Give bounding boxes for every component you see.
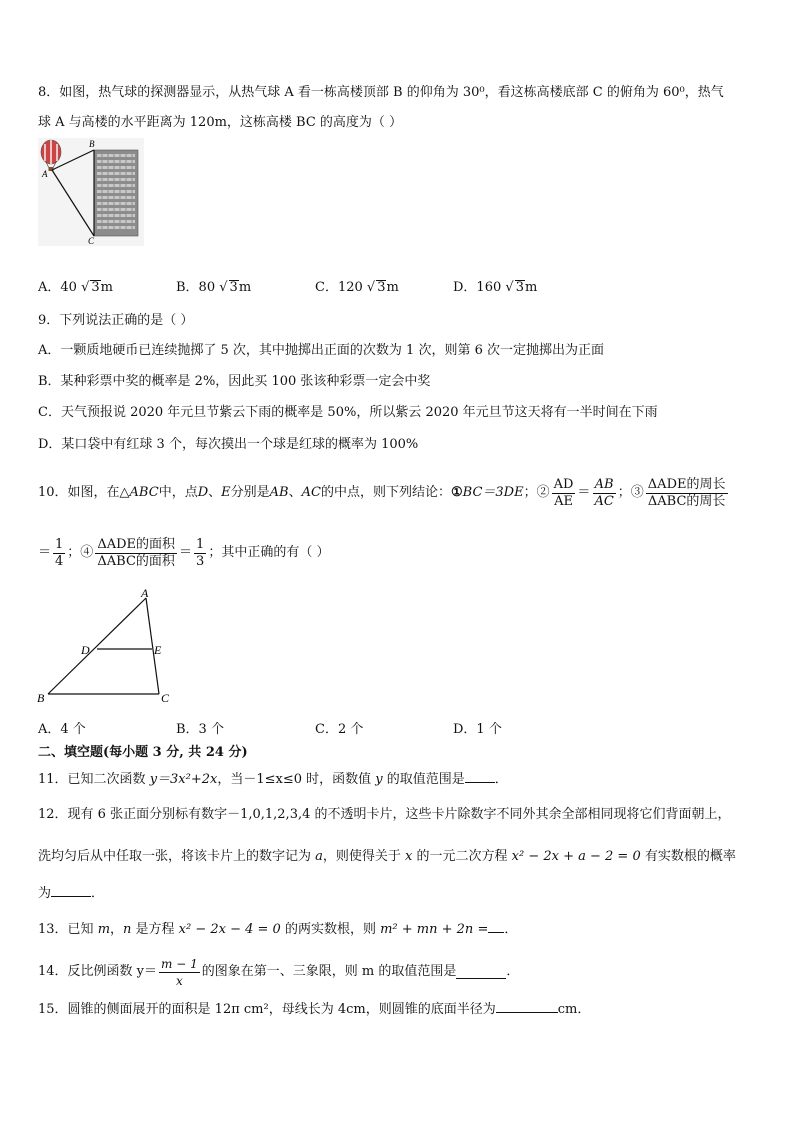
text: 的一元二次方程	[412, 849, 512, 864]
q12-stem-line2	[38, 848, 736, 866]
q8-option-c[interactable]	[315, 276, 399, 295]
text: 、	[208, 485, 222, 500]
q8-stem-line2: 球 A 与高楼的水平距离为 120m，这栋高楼 BC 的高度为（ ）	[38, 115, 403, 130]
denominator: x	[175, 973, 183, 988]
option-text: C．120	[315, 280, 363, 295]
denominator: ΔABC的面积	[97, 553, 175, 569]
numerator: m − 1	[161, 956, 198, 971]
text: 、	[288, 485, 302, 500]
answer-blank[interactable]	[465, 770, 495, 783]
equals-sign: ＝	[179, 545, 193, 560]
tall-building	[94, 150, 138, 236]
text: 的取值范围是	[382, 772, 465, 787]
conclusion-3-marker: ；③	[617, 485, 644, 500]
option-text: A．40	[38, 280, 77, 295]
text: ；其中正确的有（ ）	[208, 545, 330, 560]
denominator: AC	[594, 493, 614, 509]
numerator: AB	[594, 476, 614, 492]
text-n: n	[123, 922, 132, 937]
text: 有实数根的概率	[640, 849, 736, 864]
denominator: 3	[196, 553, 205, 569]
numerator: ΔADE的周长	[647, 476, 726, 492]
sqrt-radicand: 3	[377, 280, 386, 295]
text: 11．已知二次函数	[38, 772, 150, 787]
sqrt-sign: √	[505, 280, 514, 295]
label-a: A	[141, 586, 149, 600]
text: 的图象在第一、三象限，则 m 的取值范围是	[201, 964, 457, 979]
q9-option-b[interactable]: B．某种彩票中奖的概率是 2%，因此买 100 张该种彩票一定会中奖	[38, 374, 431, 389]
text-abc: ABC	[129, 485, 159, 500]
answer-blank[interactable]	[456, 966, 506, 979]
sqrt-radicand: 3	[91, 280, 100, 295]
text-e: E	[221, 485, 231, 500]
fraction-one-quarter	[53, 537, 65, 570]
q15-stem	[38, 1000, 590, 1019]
sqrt-sign: √	[219, 280, 228, 295]
text-d: D	[197, 485, 209, 500]
q11-stem	[38, 770, 508, 789]
fraction-m-minus-1-over-x	[159, 956, 200, 989]
text: 的中点，则下列结论：	[320, 485, 451, 500]
q8-option-a[interactable]	[38, 276, 113, 295]
equals-sign: ＝	[38, 545, 52, 560]
q10-option-c[interactable]: C．2 个	[315, 722, 364, 737]
text: 的两实数根，则	[280, 922, 381, 937]
q14-stem	[38, 954, 519, 990]
text-y: y	[375, 772, 383, 787]
q8-option-d[interactable]	[453, 276, 537, 295]
conclusion-2-marker: ；②	[523, 485, 550, 500]
option-unit: m	[386, 280, 399, 295]
denominator: AE	[554, 493, 573, 509]
q9-option-c[interactable]: C．天气预报说 2020 年元旦节紫云下雨的概率是 50%，所以紫云 2020 年元旦节这天将有一半时间在下雨	[38, 405, 658, 420]
label-c: C	[88, 236, 95, 246]
text: 10．如图，在△	[38, 485, 130, 500]
text: ，	[110, 922, 124, 937]
q12-stem-line3	[38, 884, 104, 903]
option-text: B．80	[176, 280, 216, 295]
function-expression: y＝3x²+2x	[149, 772, 218, 787]
text: ．	[494, 772, 508, 787]
text: ．	[506, 964, 520, 979]
q10-triangle-figure	[34, 586, 174, 706]
q10-option-b[interactable]: B．3 个	[176, 722, 224, 737]
text: 是方程	[131, 922, 179, 937]
equals-sign: ＝	[577, 485, 591, 500]
answer-blank[interactable]	[488, 920, 504, 933]
fraction-area-ratio	[95, 537, 177, 570]
text: ，当－1≤x≤0 时，函数值	[217, 772, 376, 787]
sqrt-radicand: 3	[229, 280, 238, 295]
q13-stem	[38, 920, 517, 939]
option-text: D．160	[453, 280, 502, 295]
q8-balloon-figure	[36, 136, 146, 248]
numerator: 1	[55, 536, 64, 552]
denominator: ΔABC的周长	[647, 493, 726, 509]
fraction-ab-ac	[592, 477, 615, 510]
sqrt-sign: √	[81, 280, 90, 295]
label-c: C	[161, 691, 170, 705]
fraction-one-third	[194, 537, 206, 570]
conclusion-1-marker: ①	[451, 485, 463, 500]
fraction-perimeter-ratio	[646, 477, 728, 510]
q9-option-a[interactable]: A．一颗质地硬币已连续抛掷了 5 次，其中抛掷出正面的次数为 1 次，则第 6 次一定抛掷出为正面	[38, 343, 604, 358]
text-m: m	[97, 922, 111, 937]
numerator: ΔADE的面积	[97, 536, 176, 552]
label-b: B	[89, 139, 95, 149]
denominator: 4	[55, 553, 64, 569]
answer-blank[interactable]	[51, 884, 91, 897]
text: 13．已知	[38, 922, 98, 937]
sqrt-sign: √	[366, 280, 376, 295]
text: 洗均匀后从中任取一张，将该卡片上的数字记为	[38, 849, 316, 864]
label-e: E	[154, 643, 162, 657]
q10-stem-line1	[38, 473, 730, 513]
answer-blank[interactable]	[496, 1000, 558, 1013]
text-a: a	[315, 849, 323, 864]
text: 15．圆锥的侧面展开的面积是 12π cm²，母线长为 4cm，则圆锥的底面半径为	[38, 1002, 496, 1017]
sqrt-radicand: 3	[515, 280, 524, 295]
section-heading: 二、填空题(每小题 3 分, 共 24 分)	[38, 745, 248, 760]
text: 中，点	[158, 485, 198, 500]
label-b: B	[37, 691, 45, 705]
option-unit: m	[238, 280, 252, 295]
q10-option-a[interactable]: A．4 个	[38, 722, 86, 737]
q10-stem-line2	[38, 533, 329, 573]
option-unit: m	[100, 280, 113, 295]
fraction-ad-ae	[552, 477, 576, 510]
equation: x² − 2x + a − 2 = 0	[511, 849, 641, 864]
text: ．	[504, 922, 518, 937]
conclusion-4-marker: ；④	[67, 545, 94, 560]
text-ab: AB	[269, 485, 289, 500]
numerator: AD	[553, 476, 574, 492]
conclusion-1: BC＝3DE	[462, 485, 524, 500]
q12-stem-line1: 12．现有 6 张正面分别标有数字－1,0,1,2,3,4 的不透明卡片，这些卡片除数字不同外其余全部相同现将它们背面朝上，	[38, 807, 731, 822]
option-unit: m	[524, 280, 538, 295]
text: ，则使得关于	[322, 849, 406, 864]
label-d: D	[81, 643, 90, 657]
text: 分别是	[230, 485, 270, 500]
numerator: 1	[196, 536, 205, 552]
text: 为	[38, 886, 52, 901]
text: ．	[91, 886, 105, 901]
text: cm．	[557, 1002, 591, 1017]
q8-option-b[interactable]	[176, 276, 251, 295]
equation: x² − 2x − 4 = 0	[178, 922, 281, 937]
line-ab	[48, 598, 146, 694]
q8-stem-line1: 8．如图，热气球的探测器显示，从热气球 A 看一栋高楼顶部 B 的仰角为 30⁰，看这栋高楼底部 C 的俯角为 60⁰，热气	[38, 85, 724, 100]
q9-stem: 9．下列说法正确的是（ ）	[38, 313, 194, 328]
q10-option-d[interactable]: D．1 个	[453, 722, 502, 737]
label-a: A	[42, 169, 48, 179]
text-x: x	[405, 849, 413, 864]
text: 14．反比例函数 y＝	[38, 964, 158, 979]
q9-option-d[interactable]: D．某口袋中有红球 3 个，每次摸出一个球是红球的概率为 100%	[38, 437, 419, 452]
expression: m² + mn + 2n =	[380, 922, 489, 937]
text-ac: AC	[301, 485, 321, 500]
